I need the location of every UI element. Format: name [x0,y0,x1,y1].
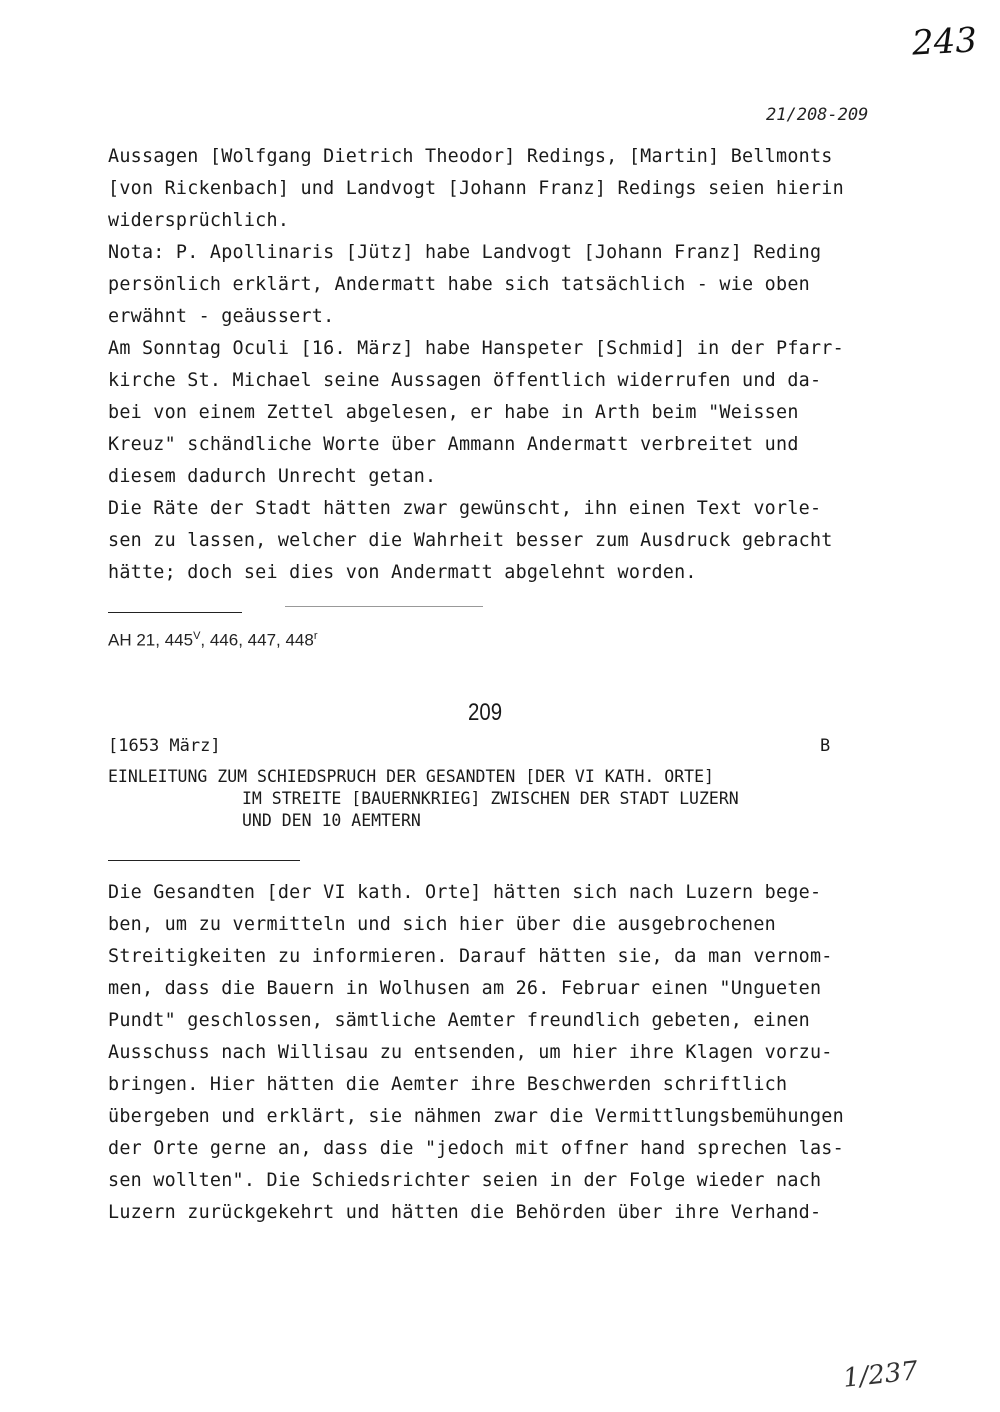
document-title [108,766,739,832]
footnote-source [108,630,318,651]
document-date: [1653 März] [108,736,221,756]
title-underline-rule [108,860,300,861]
footnote-sup-r: r [313,630,318,642]
paragraph-oculi: Am Sonntag Oculi [16. März] habe Hanspeter [Schmid] in der Pfarr- kirche St. Michael seine Aussagen öffentlich widerrufen und da- bei von einem Zettel abgelesen, er habe in Arth beim "Weissen Kreuz" schändliche Worte über Ammann Andermatt verbreitet und diesem dadurch Unrecht getan. [108,338,844,487]
title-line-1: EINLEITUNG ZUM SCHIEDSPRUCH DER GESANDTEN [DER VI KATH. ORTE] [108,767,714,786]
paragraph-nota: Nota: P. Apollinaris [Jütz] habe Landvogt [Johann Franz] Reding persönlich erklärt, Andermatt habe sich tatsächlich - wie oben erwähnt - geäussert. [108,242,822,327]
footnote-middle: , 446, 447, 448 [200,630,314,650]
faint-rule [285,606,483,607]
body-paragraph: Die Gesandten [der VI kath. Orte] hätten sich nach Luzern bege- ben, um zu vermitteln und sich hier über die ausgebrochenen Streitigkeiten zu informieren. Darauf hätten sie, da man vernom- men, dass die Bauern in Wolhusen am 26. Februar einen "Ungueten Pundt" geschlossen, sämtliche Aemter freundlich gebeten, einen Ausschuss nach Willisau zu entsenden, um hier ihre Klagen vorzu- bringen. Hier hätten die Aemter ihre Beschwerden schriftlich übergeben und erklärt, sie nähmen zwar die Vermittlungsbemühungen der Orte gerne an, dass die "jedoch mit offner hand sprechen las- sen wollten". Die Schiedsrichter seien in der Folge wieder nach Luzern zurückgekehrt und hätten die Behörden über ihre Verhand- [108,882,844,1223]
title-line-3: UND DEN 10 AEMTERN [242,811,421,830]
document-reference: 21/208-209 [766,105,869,125]
footnote-sup-v: V [193,630,201,642]
handwritten-folio: 1/237 [841,1356,920,1394]
footnote-prefix: AH 21, 445 [108,630,194,650]
footnote-rule [108,612,242,613]
document-number: 209 [468,699,503,726]
handwritten-page-number: 243 [910,20,978,64]
classification-mark: B [820,736,831,756]
paragraph-raete: Die Räte der Stadt hätten zwar gewünscht, ihn einen Text vorle- sen zu lassen, welcher die Wahrheit besser zum Ausdruck gebracht hätte; doch sei dies von Andermatt abgelehnt worden. [108,498,833,583]
paragraph-testimony: Aussagen [Wolfgang Dietrich Theodor] Redings, [Martin] Bellmonts [von Rickenbach] und Landvogt [Johann Franz] Redings seien hierin widersprüchlich. [108,146,844,231]
title-line-2: IM STREITE [BAUERNKRIEG] ZWISCHEN DER STADT LUZERN [242,789,739,808]
